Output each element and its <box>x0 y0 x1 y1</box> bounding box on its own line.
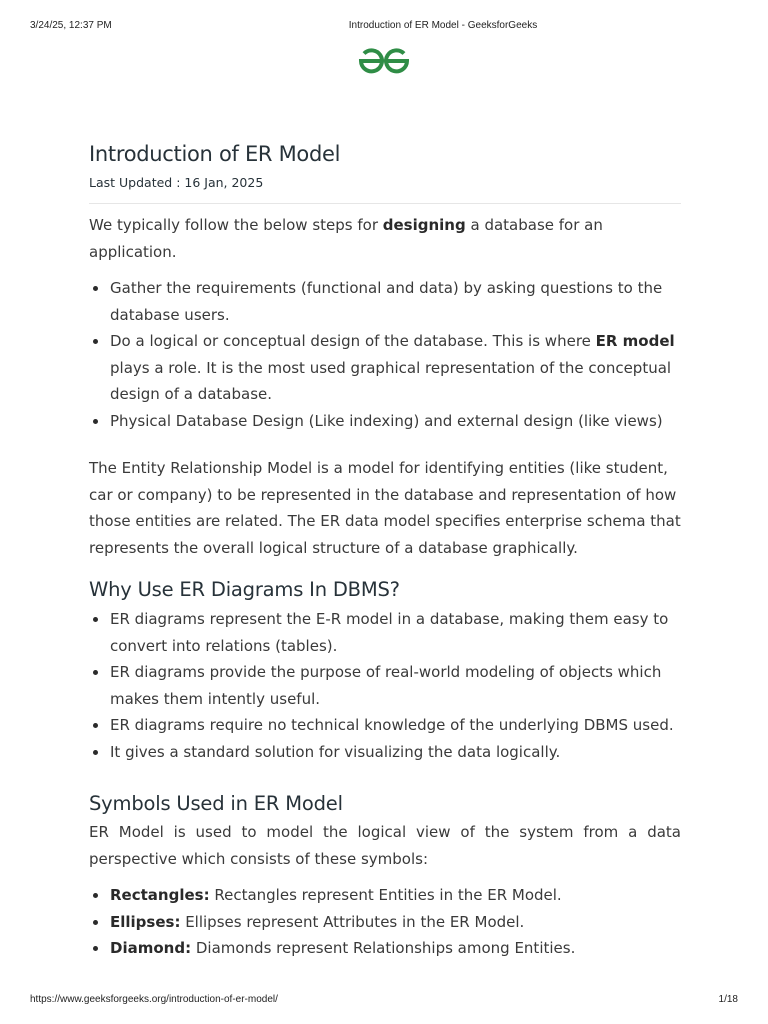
intro-text: We typically follow the below steps for <box>89 216 383 234</box>
list-item <box>89 328 681 408</box>
list-item: ER diagrams represent the E-R model in a database, making them easy to convert into relations (tables). <box>89 606 681 659</box>
print-header <box>0 20 768 34</box>
design-steps-list <box>89 275 681 434</box>
divider <box>89 203 681 204</box>
list-item: Gather the requirements (functional and data) by asking questions to the database users. <box>89 275 681 328</box>
list-item: Physical Database Design (Like indexing) and external design (like views) <box>89 408 681 435</box>
symbol-name: Ellipses: <box>110 912 181 931</box>
symbol-desc: Ellipses represent Attributes in the ER Model. <box>180 912 525 931</box>
list-item: ER diagrams provide the purpose of real-world modeling of objects which makes them intently useful. <box>89 659 681 712</box>
list-item <box>89 935 681 962</box>
why-heading: Why Use ER Diagrams In DBMS? <box>89 578 400 601</box>
symbols-list <box>89 882 681 962</box>
list-item: ER diagrams require no technical knowledge of the underlying DBMS used. <box>89 712 681 739</box>
intro-paragraph <box>89 212 681 265</box>
print-doc-title: Introduction of ER Model - GeeksforGeeks <box>348 20 538 31</box>
intro-text-end: a database for an application. <box>89 216 603 261</box>
list-item <box>89 909 681 936</box>
print-url: https://www.geeksforgeeks.org/introduction-of-er-model/ <box>30 994 278 1005</box>
symbol-desc: Diamonds represent Relationships among Entities. <box>191 939 576 957</box>
symbols-heading: Symbols Used in ER Model <box>89 792 343 815</box>
step-bold: ER model <box>595 332 675 350</box>
intro-bold: designing <box>382 216 466 234</box>
why-list <box>89 606 681 765</box>
list-item: It gives a standard solution for visualizing the data logically. <box>89 739 681 766</box>
page-title: Introduction of ER Model <box>89 142 341 166</box>
gfg-logo-icon[interactable] <box>356 46 412 76</box>
step-text: Do a logical or conceptual design of the database. This is where <box>110 332 596 350</box>
symbol-desc: Rectangles represent Entities in the ER Model. <box>209 886 562 904</box>
last-updated: Last Updated : 16 Jan, 2025 <box>89 175 264 190</box>
step-text-end: plays a role. It is the most used graphical representation of the conceptual design of a database. <box>110 358 672 403</box>
symbol-name: Diamond: <box>110 939 192 957</box>
print-datetime: 3/24/25, 12:37 PM <box>30 20 112 31</box>
symbol-name: Rectangles: <box>110 886 210 904</box>
symbols-intro: ER Model is used to model the logical view of the system from a data perspective which consists of these symbols: <box>89 823 681 868</box>
print-footer <box>0 994 768 1008</box>
article <box>89 138 681 962</box>
er-model-paragraph: The Entity Relationship Model is a model for identifying entities (like student, car or company) to be represented in the database and representation of how those entities are related. The ER data model specifies enterprise schema that represents the overall logical structure of a database graphically. <box>89 459 681 557</box>
print-page-number: 1/18 <box>718 994 738 1005</box>
list-item <box>89 882 681 909</box>
